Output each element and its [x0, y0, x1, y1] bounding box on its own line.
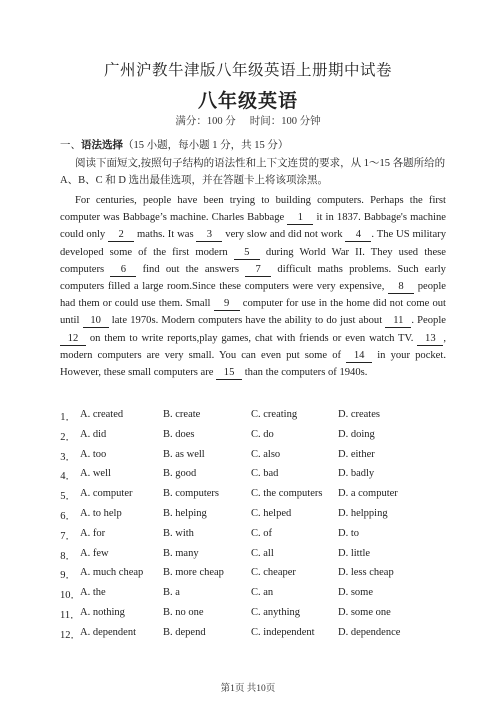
passage-text: maths. It was	[134, 229, 197, 241]
option-a: A. too	[80, 448, 107, 460]
question-number: 3．	[60, 451, 76, 463]
option-c: C. also	[251, 448, 281, 460]
passage-text: in your pocket. However, these small computers are	[60, 349, 446, 379]
option-c: C. of	[251, 527, 272, 539]
option-a: A. well	[80, 468, 111, 480]
blank-4: 4	[345, 229, 371, 242]
option-b: B. with	[163, 527, 194, 539]
option-b: B. computers	[163, 488, 219, 500]
answer-options	[60, 409, 460, 647]
section-heading	[60, 137, 288, 152]
score-time-line	[0, 113, 496, 128]
option-row-7	[60, 528, 460, 548]
option-d: D. helpping	[338, 507, 388, 519]
option-a: A. dependent	[80, 626, 136, 638]
question-number: 10．	[60, 590, 81, 602]
passage-text: than the computers of 1940s.	[242, 367, 368, 379]
section-number: 一、	[60, 140, 81, 151]
option-b: B. a	[163, 587, 180, 599]
option-c: C. helped	[251, 507, 292, 519]
option-b: B. helping	[163, 507, 207, 519]
option-d: D. some one	[338, 606, 391, 618]
option-c: C. all	[251, 547, 274, 559]
blank-9: 9	[214, 298, 240, 311]
blank-15: 15	[216, 367, 242, 380]
blank-10: 10	[83, 315, 109, 328]
passage-text: For centuries, people have been trying to building computers. Perhaps the first computer was Babbage’s machine. Charles Babbage	[60, 195, 446, 224]
question-number: 6．	[60, 510, 76, 522]
option-a: A. nothing	[80, 606, 125, 618]
option-d: D. creates	[338, 409, 380, 420]
option-a: A. did	[80, 428, 107, 440]
passage-text: . The US military developed some of the first modern	[60, 229, 446, 258]
passage-text: . People	[411, 315, 446, 327]
section-note: （15 小题，每小题 1 分，共 15 分）	[123, 140, 289, 151]
option-row-11	[60, 607, 460, 627]
exam-time: 时间：100 分钟	[249, 116, 321, 127]
option-c: C. do	[251, 428, 274, 440]
option-row-9	[60, 567, 460, 587]
option-a: A. created	[80, 409, 124, 420]
cloze-passage	[60, 192, 446, 381]
passage-text: late 1970s. Modern computers have the ability to do just about	[108, 315, 386, 327]
passage-text: it in 1837. Babbage's machine could only	[60, 212, 446, 241]
option-row-8	[60, 548, 460, 568]
option-row-5	[60, 488, 460, 508]
question-number: 1．	[60, 412, 76, 423]
page-number: 第1页 共10页	[220, 684, 276, 694]
option-c: C. the computers	[251, 488, 323, 500]
option-d: D. to	[338, 527, 359, 539]
option-d: D. a computer	[338, 488, 398, 500]
option-b: B. many	[163, 547, 199, 559]
option-b: B. good	[163, 468, 197, 480]
option-b: B. create	[163, 409, 201, 420]
question-number: 8．	[60, 550, 76, 562]
option-d: D. less cheap	[338, 567, 394, 579]
option-a: A. much cheap	[80, 567, 144, 579]
blank-2: 2	[108, 229, 134, 242]
question-number: 11．	[60, 609, 81, 621]
option-d: D. badly	[338, 468, 375, 480]
option-a: A. computer	[80, 488, 133, 500]
option-a: A. to help	[80, 507, 122, 519]
option-d: D. dependence	[338, 626, 401, 638]
option-a: A. few	[80, 547, 109, 559]
blank-6: 6	[110, 264, 136, 277]
section-instruction: 阅读下面短文,按照句子结构的语法性和上下文连贯的要求，从 1～15 各题所给的 A、B、C 和 D 选出最佳选项，并在答题卡上将该项涂黑。	[60, 158, 446, 186]
option-row-4	[60, 468, 460, 488]
option-b: B. as well	[163, 448, 205, 460]
option-a: A. for	[80, 527, 106, 539]
option-a: A. the	[80, 587, 106, 599]
question-number: 5．	[60, 491, 76, 503]
blank-5: 5	[234, 247, 260, 260]
passage-text: find out the answers	[136, 263, 246, 275]
option-row-6	[60, 508, 460, 528]
option-row-2	[60, 429, 460, 449]
option-c: C. anything	[251, 606, 300, 618]
option-d: D. little	[338, 547, 371, 559]
blank-7: 7	[245, 264, 271, 277]
passage-text: , modern computers are very small. You can even put some of	[60, 332, 446, 361]
option-row-1	[60, 409, 460, 429]
option-c: C. cheaper	[251, 567, 296, 579]
section-name: 语法选择	[81, 140, 123, 151]
exam-title: 广州沪教牛津版八年级英语上册期中试卷	[103, 62, 392, 79]
option-c: C. creating	[251, 409, 298, 420]
option-b: B. depend	[163, 626, 206, 638]
option-d: D. either	[338, 448, 375, 460]
passage-text: difficult maths problems. Such early computers filled a large room.Since these computers were very expensive,	[60, 263, 446, 293]
blank-12: 12	[60, 333, 86, 346]
option-b: B. no one	[163, 606, 204, 618]
passage-text: people had them or could use them. Small	[60, 281, 447, 310]
option-b: B. does	[163, 428, 195, 440]
blank-14: 14	[346, 350, 372, 363]
passage-text: on them to write reports,play games, chat with friends or even watch TV.	[86, 332, 418, 344]
blank-13: 13	[417, 333, 443, 346]
passage-text: during World War II. They used these computers	[60, 246, 446, 275]
option-c: C. bad	[251, 468, 279, 480]
passage-text: computer for use in the home did not come out until	[60, 298, 446, 327]
option-row-10	[60, 587, 460, 607]
question-number: 4．	[60, 471, 76, 483]
passage-text: very slow and did not work	[222, 229, 346, 241]
question-number: 2．	[60, 431, 76, 443]
blank-8: 8	[388, 281, 414, 294]
blank-1: 1	[287, 212, 313, 225]
option-row-3	[60, 449, 460, 469]
blank-3: 3	[196, 229, 222, 242]
option-b: B. more cheap	[163, 567, 224, 579]
option-row-12	[60, 627, 460, 647]
question-number: 9．	[60, 570, 76, 582]
option-c: C. independent	[251, 626, 315, 638]
option-c: C. an	[251, 587, 274, 599]
blank-11: 11	[385, 315, 411, 328]
question-number: 12．	[60, 629, 81, 641]
exam-subtitle: 八年级英语	[197, 91, 298, 112]
option-d: D. some	[338, 587, 373, 599]
option-d: D. doing	[338, 428, 375, 440]
full-score: 满分：100 分	[175, 116, 236, 127]
question-number: 7．	[60, 530, 76, 542]
